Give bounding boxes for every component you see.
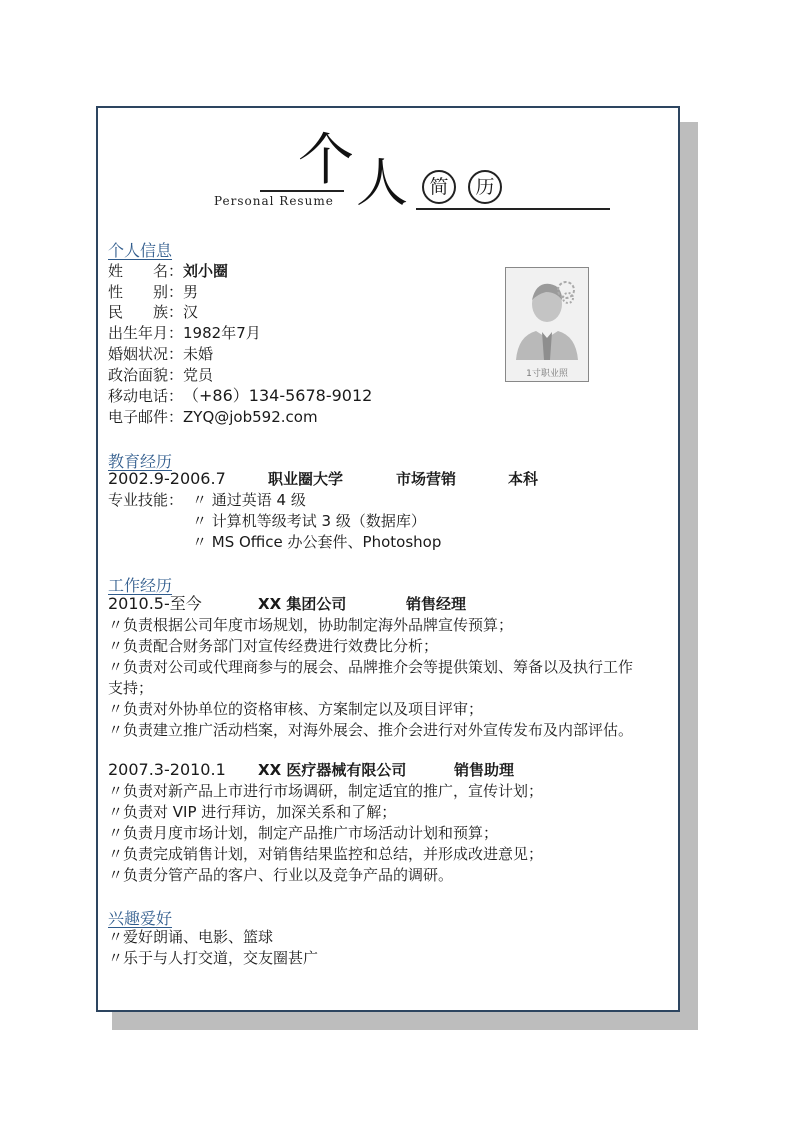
education-school: 职业圈大学 [268,470,344,488]
info-row [108,344,213,364]
job-position: 销售助理 [454,761,515,779]
education-degree: 本科 [508,470,539,488]
info-row [108,386,372,406]
photo-caption: 1寸职业照 [526,369,568,379]
job-position: 销售经理 [406,595,467,613]
skill-item: 〃 通过英语 4 级 [192,491,306,509]
job-duty: 〃负责配合财务部门对宣传经费进行效费比分析； [108,637,439,655]
job-duty: 〃负责分管产品的客户、行业以及竞争产品的调研。 [108,866,454,884]
header-char-2: 人 [356,154,409,214]
skills-label: 专业技能： [108,491,184,509]
skill-item: 〃 计算机等级考试 3 级（数据库） [192,512,426,530]
job-duty: 〃负责月度市场计划，制定产品推广市场活动计划和预算； [108,824,499,842]
info-label: 民 族： [108,303,184,321]
job-company: XX 集团公司 [258,595,347,613]
info-value: 男 [183,283,199,301]
info-row [108,302,198,322]
info-value: 汉 [183,303,199,321]
section-title-work: 工作经历 [108,576,173,595]
info-row [108,282,198,302]
header-circle-1: 简 [422,170,456,204]
info-row [108,261,228,281]
info-value: 党员 [183,366,214,384]
resume-page [96,106,680,1012]
job-period: 2010.5-至今 [108,594,202,613]
info-label: 电子邮件： [108,408,184,426]
person-silhouette-icon [506,268,588,368]
info-label: 移动电话： [108,387,184,405]
job-duty: 〃负责对 VIP 进行拜访，加深关系和了解； [108,803,397,821]
info-row [108,323,261,343]
info-label: 出生年月： [108,324,184,342]
info-value: 1982年7月 [183,324,261,342]
job-duty: 〃负责完成销售计划，对销售结果监控和总结，并形成改进意见； [108,845,544,863]
header-subtitle: Personal Resume [214,194,334,208]
info-label: 政治面貌： [108,366,184,384]
info-label: 婚姻状况： [108,345,184,363]
job-duty: 〃负责对新产品上市进行市场调研，制定适宜的推广，宣传计划； [108,782,544,800]
info-value: ZYQ@job592.com [183,408,318,426]
info-value: （+86）134-5678-9012 [183,386,373,405]
job-company: XX 医疗器械有限公司 [258,761,407,779]
job-duty: 〃负责根据公司年度市场规划，协助制定海外品牌宣传预算； [108,616,514,634]
info-row [108,407,318,427]
header-right-line [416,208,610,210]
job-duty: 〃负责建立推广活动档案，对海外展会、推介会进行对外宣传发布及内部评估。 [108,721,634,739]
skill-item: 〃 MS Office 办公套件、Photoshop [192,533,442,551]
info-row [108,365,213,385]
section-title-personal: 个人信息 [108,241,173,260]
hobby-item: 〃爱好朗诵、电影、篮球 [108,928,274,946]
info-value-name: 刘小圈 [183,262,229,280]
info-value: 未婚 [183,345,214,363]
header-circle-2: 历 [468,170,502,204]
info-label: 姓 名： [108,262,184,280]
hobby-item: 〃乐于与人打交道，交友圈甚广 [108,949,319,967]
header-char-1: 个 [298,128,354,193]
education-major: 市场营销 [396,470,457,488]
job-duty: 支持； [108,679,154,697]
info-label: 性 别： [108,283,184,301]
job-duty: 〃负责对公司或代理商参与的展会、品牌推介会等提供策划、筹备以及执行工作 [108,658,634,676]
profile-photo [505,267,589,382]
section-title-hobbies: 兴趣爱好 [108,909,173,928]
job-duty: 〃负责对外协单位的资格审核、方案制定以及项目评审； [108,700,484,718]
education-period: 2002.9-2006.7 [108,469,226,488]
section-title-education: 教育经历 [108,452,173,471]
job-period: 2007.3-2010.1 [108,760,226,779]
